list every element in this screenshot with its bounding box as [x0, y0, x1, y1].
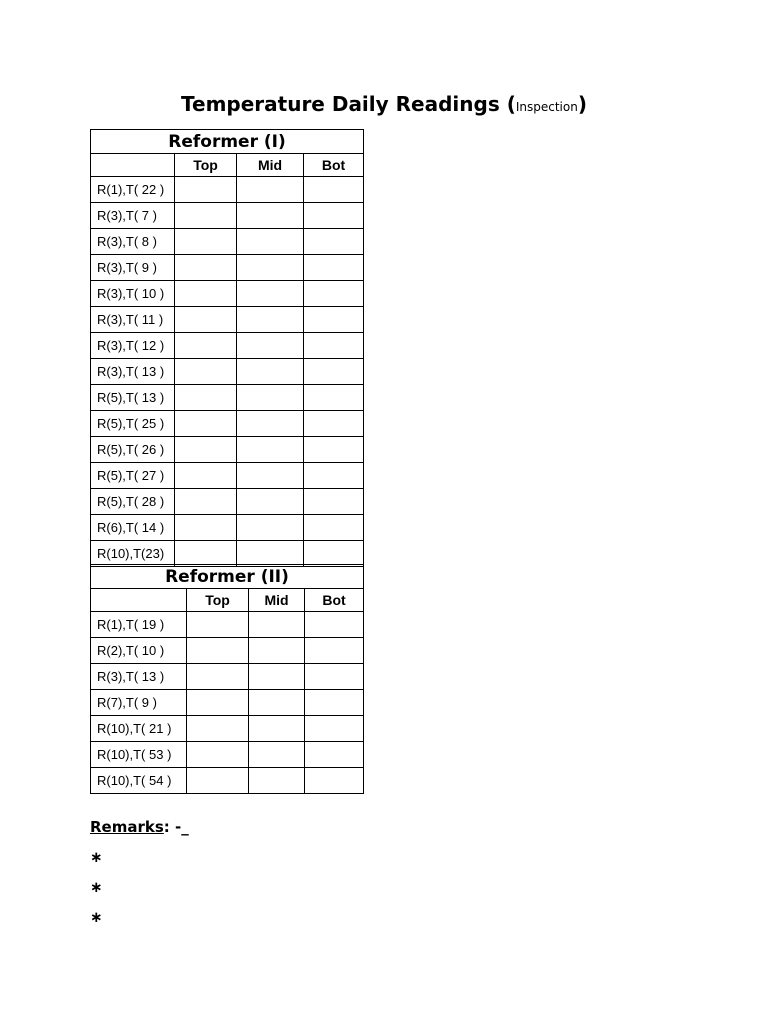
reading-cell-mid[interactable] [237, 359, 304, 385]
table-row [91, 515, 364, 541]
reading-cell-bot[interactable] [304, 255, 364, 281]
reading-cell-mid[interactable] [249, 612, 305, 638]
column-header: Top [175, 154, 237, 177]
row-label: R(5),T( 26 ) [91, 437, 175, 463]
reading-cell-top[interactable] [187, 768, 249, 794]
table-row [91, 463, 364, 489]
reading-cell-bot[interactable] [304, 359, 364, 385]
row-label: R(1),T( 19 ) [91, 612, 187, 638]
table-row [91, 281, 364, 307]
reading-cell-mid[interactable] [249, 690, 305, 716]
reading-cell-bot[interactable] [304, 411, 364, 437]
row-label: R(3),T( 12 ) [91, 333, 175, 359]
reading-cell-bot[interactable] [304, 385, 364, 411]
table-row [91, 307, 364, 333]
reading-cell-mid[interactable] [249, 742, 305, 768]
row-label: R(5),T( 25 ) [91, 411, 175, 437]
reading-cell-top[interactable] [175, 359, 237, 385]
reformer1-column-header-row [91, 154, 364, 177]
reading-cell-bot[interactable] [304, 437, 364, 463]
reading-cell-mid[interactable] [237, 203, 304, 229]
table-row [91, 768, 364, 794]
reading-cell-top[interactable] [187, 664, 249, 690]
reading-cell-bot[interactable] [304, 177, 364, 203]
reading-cell-top[interactable] [175, 281, 237, 307]
row-label: R(5),T( 27 ) [91, 463, 175, 489]
row-label: R(10),T( 53 ) [91, 742, 187, 768]
reading-cell-mid[interactable] [249, 716, 305, 742]
reading-cell-top[interactable] [175, 541, 237, 567]
reading-cell-mid[interactable] [237, 541, 304, 567]
reading-cell-top[interactable] [187, 638, 249, 664]
table-row [91, 359, 364, 385]
reading-cell-top[interactable] [175, 515, 237, 541]
table-row [91, 203, 364, 229]
reading-cell-mid[interactable] [237, 255, 304, 281]
reading-cell-mid[interactable] [237, 281, 304, 307]
table-row [91, 255, 364, 281]
reading-cell-top[interactable] [175, 203, 237, 229]
row-label: R(3),T( 13 ) [91, 664, 187, 690]
reformer-1-table [90, 129, 364, 567]
reading-cell-bot[interactable] [305, 742, 364, 768]
row-label: R(3),T( 8 ) [91, 229, 175, 255]
table-row [91, 489, 364, 515]
column-header: Bot [305, 589, 364, 612]
column-header: Mid [237, 154, 304, 177]
table-row [91, 612, 364, 638]
reformer2-heading-row [91, 565, 364, 589]
reading-cell-top[interactable] [175, 229, 237, 255]
remark-bullet-2: ∗ [90, 878, 103, 896]
reading-cell-mid[interactable] [237, 437, 304, 463]
column-header [91, 589, 187, 612]
reading-cell-mid[interactable] [237, 333, 304, 359]
row-label: R(3),T( 11 ) [91, 307, 175, 333]
remarks-label: Remarks [90, 818, 164, 836]
reading-cell-bot[interactable] [304, 307, 364, 333]
row-label: R(3),T( 7 ) [91, 203, 175, 229]
column-header: Top [187, 589, 249, 612]
row-label: R(10),T( 54 ) [91, 768, 187, 794]
reading-cell-bot[interactable] [305, 664, 364, 690]
row-label: R(10),T(23) [91, 541, 175, 567]
remark-bullet-3: ∗ [90, 908, 103, 926]
reading-cell-top[interactable] [175, 333, 237, 359]
reading-cell-top[interactable] [187, 690, 249, 716]
table-row [91, 437, 364, 463]
table-row [91, 177, 364, 203]
reading-cell-top[interactable] [187, 742, 249, 768]
page-title [0, 92, 768, 116]
table-row [91, 638, 364, 664]
reading-cell-mid[interactable] [237, 463, 304, 489]
reading-cell-mid[interactable] [237, 411, 304, 437]
table-row [91, 385, 364, 411]
row-label: R(5),T( 13 ) [91, 385, 175, 411]
reading-cell-top[interactable] [175, 463, 237, 489]
table-row [91, 411, 364, 437]
reading-cell-top[interactable] [175, 177, 237, 203]
reading-cell-mid[interactable] [237, 177, 304, 203]
column-header [91, 154, 175, 177]
reading-cell-top[interactable] [175, 385, 237, 411]
remarks-suffix: : -_ [163, 818, 189, 836]
reading-cell-bot[interactable] [304, 489, 364, 515]
reading-cell-bot[interactable] [304, 515, 364, 541]
reading-cell-mid[interactable] [249, 638, 305, 664]
reformer2-column-header-row [91, 589, 364, 612]
reading-cell-mid[interactable] [237, 307, 304, 333]
table-row [91, 742, 364, 768]
reading-cell-mid[interactable] [237, 385, 304, 411]
reading-cell-bot[interactable] [304, 203, 364, 229]
table-row [91, 333, 364, 359]
row-label: R(6),T( 14 ) [91, 515, 175, 541]
row-label: R(7),T( 9 ) [91, 690, 187, 716]
reading-cell-bot[interactable] [305, 612, 364, 638]
row-label: R(3),T( 10 ) [91, 281, 175, 307]
table-row [91, 716, 364, 742]
remarks-heading [90, 818, 189, 836]
table-row [91, 690, 364, 716]
reading-cell-bot[interactable] [304, 229, 364, 255]
reading-cell-bot[interactable] [304, 281, 364, 307]
table-row [91, 541, 364, 567]
row-label: R(1),T( 22 ) [91, 177, 175, 203]
row-label: R(10),T( 21 ) [91, 716, 187, 742]
remark-bullet-1: ∗ [90, 848, 103, 866]
row-label: R(3),T( 13 ) [91, 359, 175, 385]
reading-cell-top[interactable] [175, 437, 237, 463]
title-main: Temperature Daily Readings ( [181, 92, 516, 116]
reading-cell-top[interactable] [175, 255, 237, 281]
column-header: Bot [304, 154, 364, 177]
reading-cell-mid[interactable] [237, 515, 304, 541]
reading-cell-bot[interactable] [305, 690, 364, 716]
reading-cell-bot[interactable] [305, 716, 364, 742]
reading-cell-top[interactable] [175, 307, 237, 333]
title-close: ) [577, 92, 587, 116]
table-row [91, 664, 364, 690]
reformer-2-table [90, 564, 364, 794]
reading-cell-top[interactable] [175, 411, 237, 437]
reading-cell-bot[interactable] [304, 463, 364, 489]
table-row [91, 229, 364, 255]
reformer1-heading: Reformer (I) [91, 130, 364, 154]
reading-cell-top[interactable] [187, 716, 249, 742]
reformer2-heading: Reformer (II) [91, 565, 364, 589]
reading-cell-mid[interactable] [249, 664, 305, 690]
reading-cell-mid[interactable] [249, 768, 305, 794]
reading-cell-mid[interactable] [237, 229, 304, 255]
row-label: R(5),T( 28 ) [91, 489, 175, 515]
reading-cell-top[interactable] [175, 489, 237, 515]
row-label: R(3),T( 9 ) [91, 255, 175, 281]
reading-cell-bot[interactable] [304, 541, 364, 567]
reading-cell-bot[interactable] [305, 638, 364, 664]
title-sub: Inspection [515, 100, 578, 114]
reformer1-heading-row [91, 130, 364, 154]
reading-cell-top[interactable] [187, 612, 249, 638]
reading-cell-bot[interactable] [305, 768, 364, 794]
row-label: R(2),T( 10 ) [91, 638, 187, 664]
reading-cell-mid[interactable] [237, 489, 304, 515]
column-header: Mid [249, 589, 305, 612]
reading-cell-bot[interactable] [304, 333, 364, 359]
